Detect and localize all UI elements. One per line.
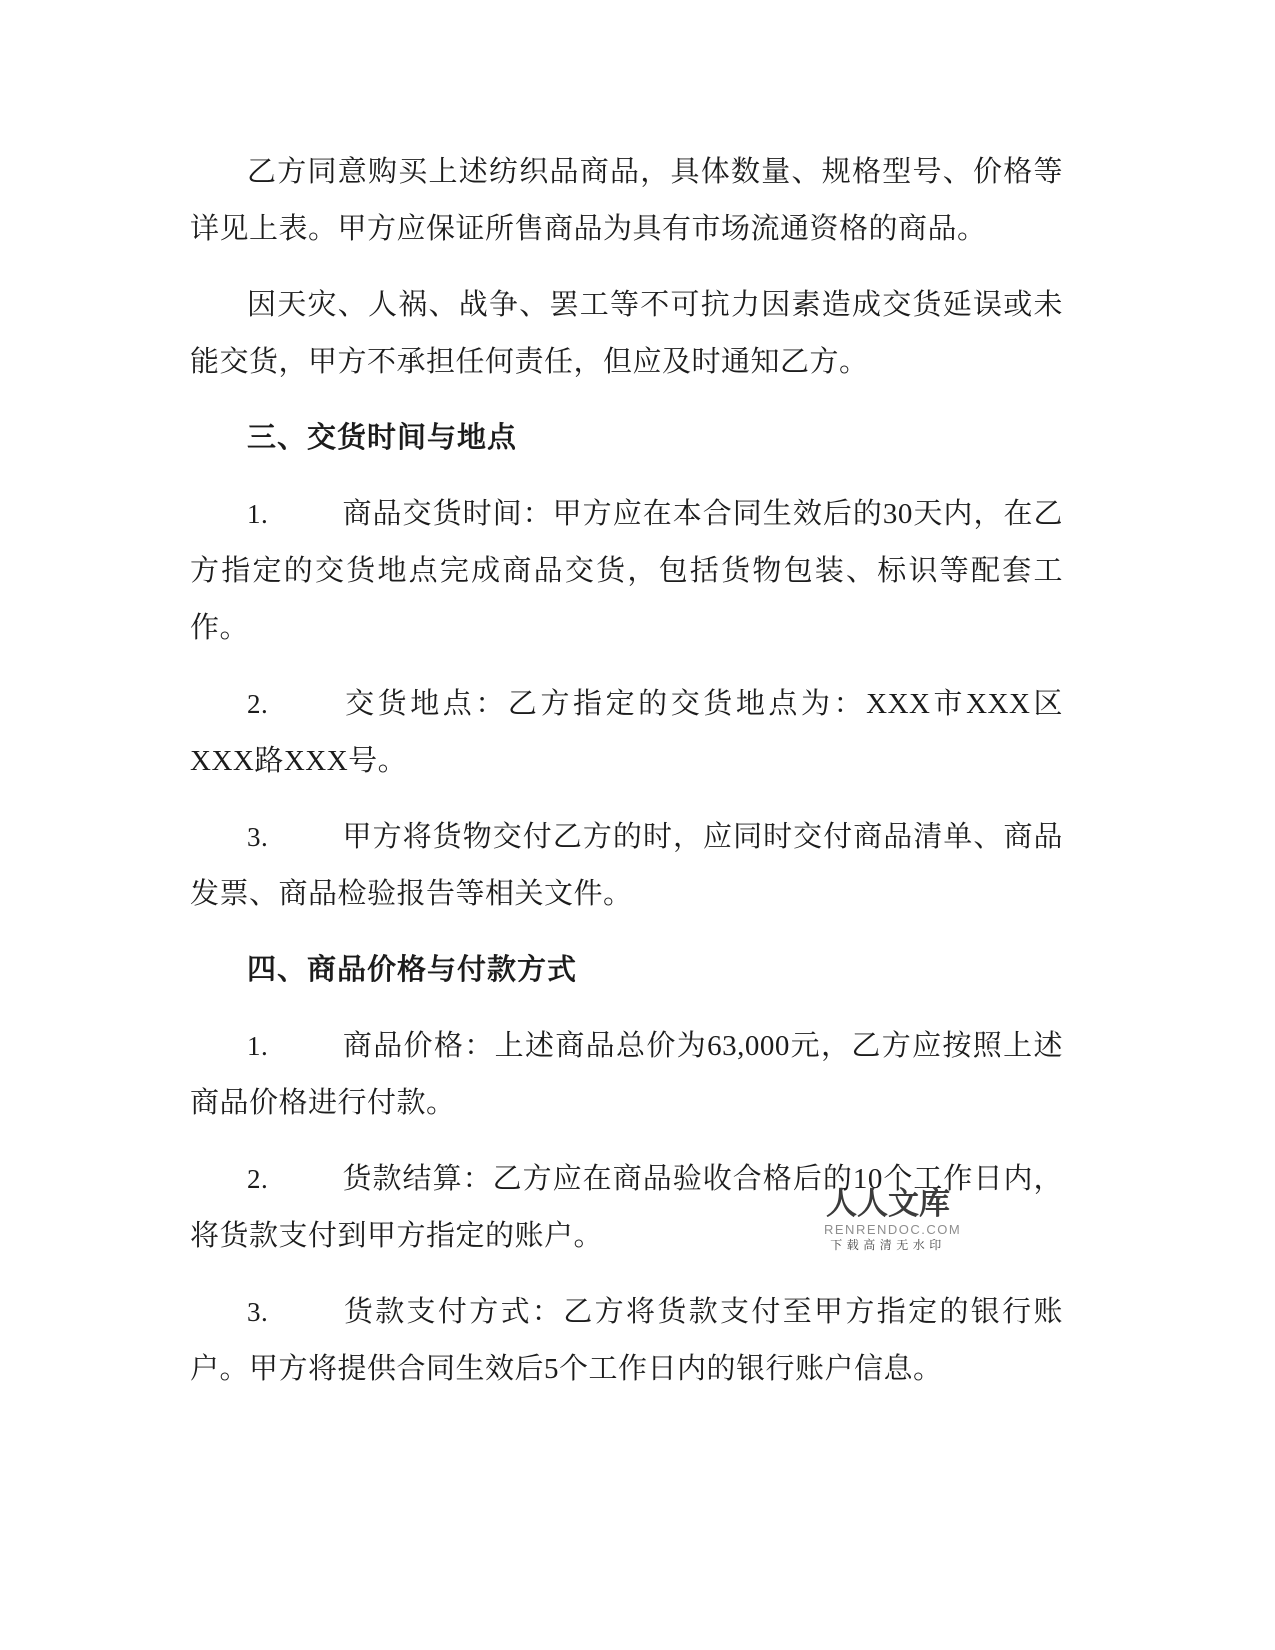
numbered-clause xyxy=(190,1018,1063,1132)
clause-text: 甲方将货物交付乙方的时，应同时交付商品清单、商品发票、商品检验报告等相关文件。 xyxy=(190,821,1063,910)
body-paragraph: 乙方同意购买上述纺织品商品，具体数量、规格型号、价格等详见上表。甲方应保证所售商品为具有市场流通资格的商品。 xyxy=(190,156,1063,245)
clause-number: 3. xyxy=(247,1297,269,1327)
numbered-clause xyxy=(190,809,1063,923)
clause-number: 1. xyxy=(247,499,269,529)
clause-text: 货款支付方式：乙方将货款支付至甲方指定的银行账户。甲方将提供合同生效后5个工作日内的银行账户信息。 xyxy=(190,1296,1063,1385)
section-heading: 四、商品价格与付款方式 xyxy=(247,954,578,986)
clause-number: 3. xyxy=(247,822,269,852)
clause-number: 1. xyxy=(247,1031,269,1061)
clause-text: 商品价格：上述商品总价为63,000元，乙方应按照上述商品价格进行付款。 xyxy=(190,1030,1063,1119)
watermark xyxy=(824,1186,962,1252)
body-paragraph: 因天灾、人祸、战争、罢工等不可抗力因素造成交货延误或未能交货，甲方不承担任何责任，但应及时通知乙方。 xyxy=(190,289,1063,378)
clause-number: 2. xyxy=(247,689,269,719)
clause-text: 商品交货时间：甲方应在本合同生效后的30天内，在乙方指定的交货地点完成商品交货，包括货物包装、标识等配套工作。 xyxy=(190,498,1063,644)
section-heading: 三、交货时间与地点 xyxy=(247,422,518,454)
clause-number: 2. xyxy=(247,1164,269,1194)
clause-text: 交货地点：乙方指定的交货地点为：XXX市XXX区XXX路XXX号。 xyxy=(190,688,1063,777)
clause-text: 货款结算：乙方应在商品验收合格后的10个工作日内，将货款支付到甲方指定的账户。 xyxy=(190,1163,1063,1252)
watermark-tagline: 下载高清无水印 xyxy=(830,1238,946,1252)
numbered-clause xyxy=(190,486,1063,657)
watermark-domain: RENRENDOC.COM xyxy=(824,1222,962,1237)
watermark-logo-text: 人人文库 xyxy=(826,1186,950,1221)
numbered-clause xyxy=(190,676,1063,790)
numbered-clause xyxy=(190,1284,1063,1398)
